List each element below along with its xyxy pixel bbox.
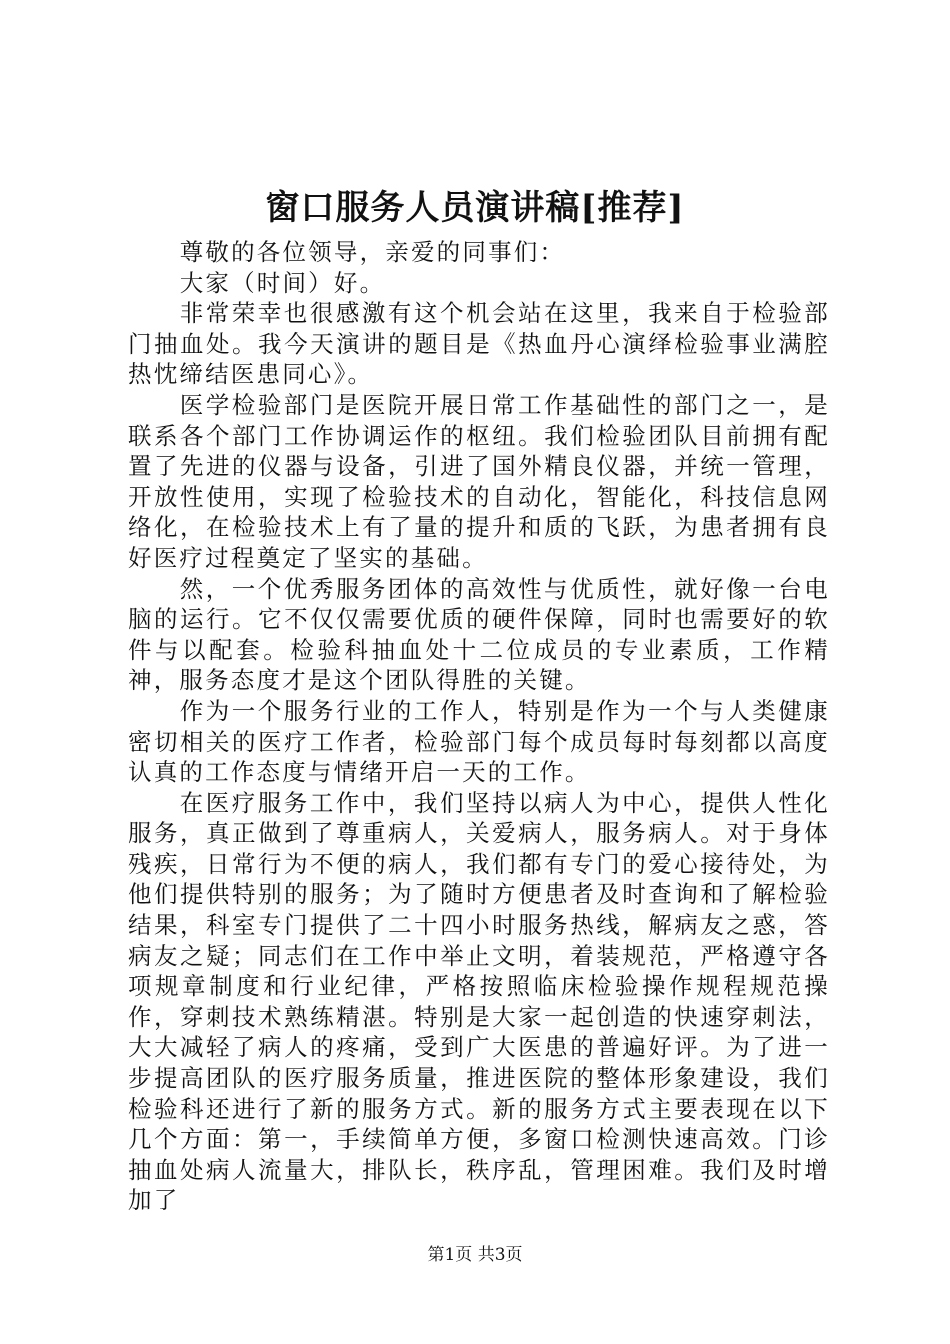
page-footer: 第1页 共3页: [427, 1245, 523, 1265]
paragraph-attitude: 作为一个服务行业的工作人，特别是作为一个与人类健康密切相关的医疗工作者，检验部门每个成员每时每刻都以高度认真的工作态度与情绪开启一天的工作。: [128, 696, 830, 787]
paragraph-team: 然，一个优秀服务团体的高效性与优质性，就好像一台电脑的运行。它不仅仅需要优质的硬件保障，同时也需要好的软件与以配套。检验科抽血处十二位成员的专业素质，工作精神，服务态度才是这个团队得胜的关键。: [128, 574, 830, 695]
paragraph-intro: 非常荣幸也很感激有这个机会站在这里，我来自于检验部门抽血处。我今天演讲的题目是《热血丹心演绎检验事业满腔热忱缔结医患同心》。: [128, 299, 830, 389]
paragraph-salutation: 尊敬的各位领导，亲爱的同事们：: [179, 238, 566, 266]
document-title: 窗口服务人员演讲稿[推荐]: [265, 188, 685, 228]
paragraph-greeting: 大家（时间）好。: [179, 268, 386, 297]
paragraph-service: 在医疗服务工作中，我们坚持以病人为中心，提供人性化服务，真正做到了尊重病人，关爱病人，服务病人。对于身体残疾，日常行为不便的病人，我们都有专门的爱心接待处，为他们提供特别的服务；为了随时方便患者及时查询和了解检验结果，科室专门提供了二十四小时服务热线，解病友之惑，答病友之疑；同志们在工作中举止文明，着装规范，严格遵守各项规章制度和行业纪律，严格按照临床检验操作规程规范操作，穿刺技术熟练精湛。特别是大家一起创造的快速穿刺法，大大减轻了病人的疼痛，受到广大医患的普遍好评。为了进一步提高团队的医疗服务质量，推进医院的整体形象建设，我们检验科还进行了新的服务方式。新的服务方式主要表现在以下几个方面：第一，手续简单方便，多窗口检测快速高效。门诊抽血处病人流量大，排队长，秩序乱，管理困难。我们及时增加了: [128, 788, 830, 1215]
paragraph-department: 医学检验部门是医院开展日常工作基础性的部门之一，是联系各个部门工作协调运作的枢纽。我们检验团队目前拥有配置了先进的仪器与设备，引进了国外精良仪器，并统一管理，开放性使用，实现了检验技术的自动化，智能化，科技信息网络化，在检验技术上有了量的提升和质的飞跃，为患者拥有良好医疗过程奠定了坚实的基础。: [128, 390, 830, 572]
document-body: [128, 237, 830, 1216]
